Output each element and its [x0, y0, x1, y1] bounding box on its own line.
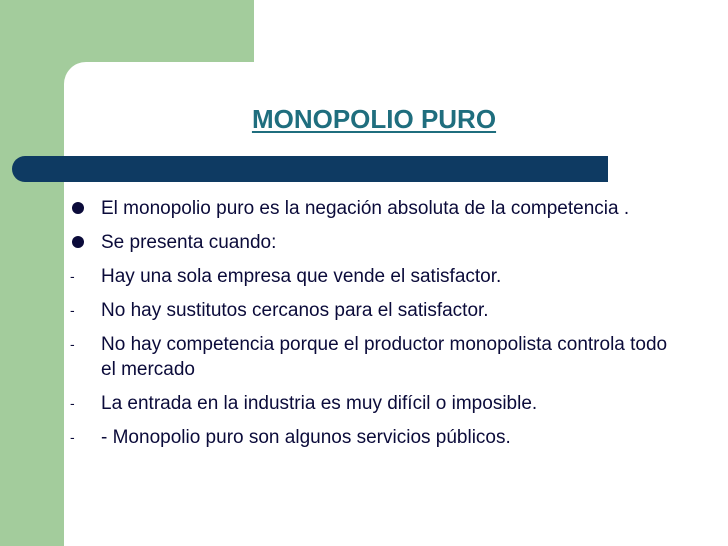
list-item — [72, 196, 682, 221]
list-item-text: El monopolio puro es la negación absoluta de la competencia . — [101, 198, 630, 219]
list-item-text: No hay sustitutos cercanos para el satisfactor. — [101, 300, 489, 321]
list-item — [72, 425, 682, 450]
dash-icon: - — [70, 302, 75, 318]
list-item-text: Se presenta cuando: — [101, 232, 277, 253]
dash-icon: - — [70, 268, 75, 284]
bullet-list — [72, 196, 682, 459]
dash-icon: - — [70, 336, 75, 352]
list-item — [72, 230, 682, 255]
list-item — [72, 391, 682, 416]
list-item — [72, 264, 682, 289]
list-item-text: No hay competencia porque el productor monopolista controla todo el mercado — [101, 334, 668, 380]
dash-icon: - — [70, 395, 75, 411]
dash-icon: - — [70, 429, 75, 445]
list-item-text: Hay una sola empresa que vende el satisfactor. — [101, 266, 502, 287]
list-item — [72, 332, 682, 382]
title-divider-bar — [12, 156, 608, 182]
slide-title: MONOPOLIO PURO — [251, 104, 497, 134]
list-item-text: La entrada en la industria es muy difícil o imposible. — [101, 393, 538, 414]
list-item-text: - Monopolio puro son algunos servicios públicos. — [101, 427, 511, 448]
list-item — [72, 298, 682, 323]
